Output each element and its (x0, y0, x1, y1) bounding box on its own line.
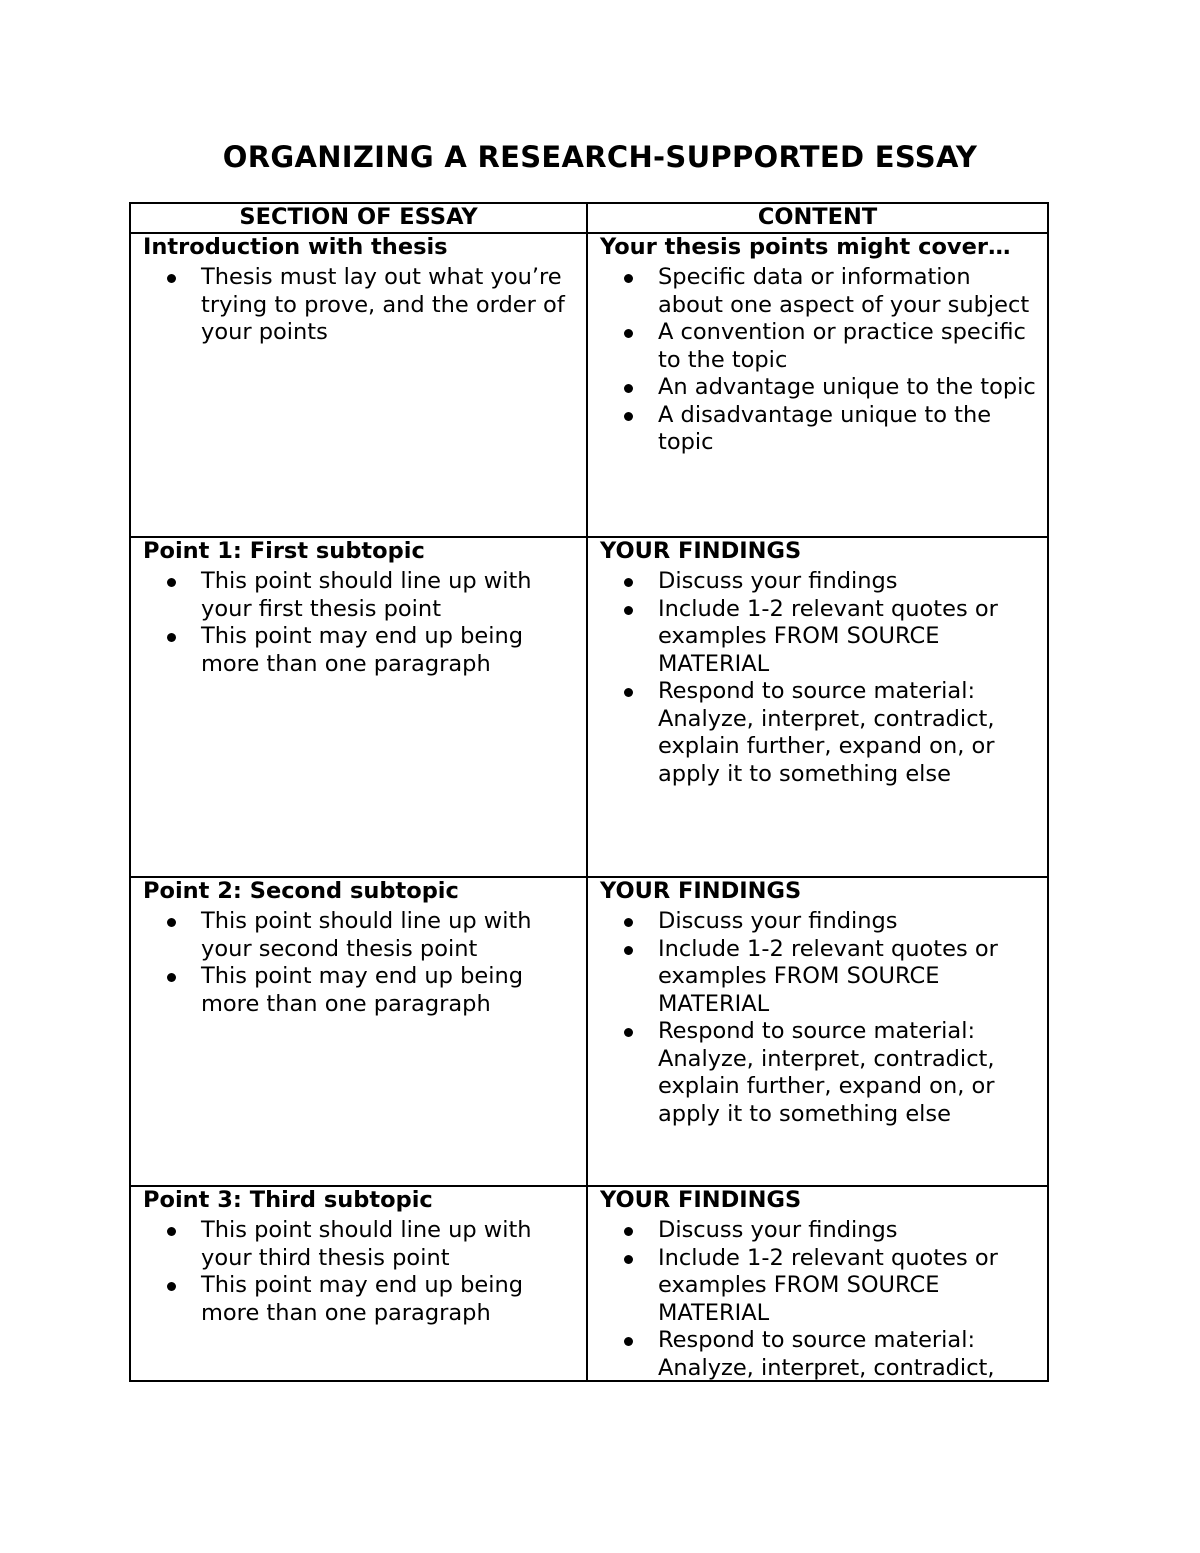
section-cell (130, 537, 587, 877)
content-bullet-list (600, 1217, 1037, 1380)
list-item: Discuss your findings (658, 1217, 1037, 1245)
section-cell (130, 1186, 587, 1381)
content-heading: YOUR FINDINGS (600, 1186, 802, 1213)
list-item: Respond to source material: Analyze, interpret, contradict, explain further, expand on, or apply it to something else (658, 678, 1037, 788)
list-item: This point may end up being more than one paragraph (201, 963, 576, 1018)
section-bullet-list (143, 568, 576, 678)
list-item: Thesis must lay out what you’re trying to prove, and the order of your points (201, 264, 576, 347)
section-cell (130, 233, 587, 537)
list-item: Discuss your findings (658, 908, 1037, 936)
content-heading: YOUR FINDINGS (600, 537, 802, 564)
list-item: This point may end up being more than one paragraph (201, 623, 576, 678)
page-title: ORGANIZING A RESEARCH-SUPPORTED ESSAY (222, 140, 978, 174)
content-cell (587, 233, 1048, 537)
section-bullet-list (143, 1217, 576, 1327)
essay-organization-table (129, 202, 1049, 1382)
list-item: Include 1-2 relevant quotes or examples FROM SOURCE MATERIAL (658, 596, 1037, 679)
list-item: Include 1-2 relevant quotes or examples FROM SOURCE MATERIAL (658, 1245, 1037, 1328)
section-cell (130, 877, 587, 1186)
table-header-row (130, 203, 1048, 233)
table-row-point-1 (130, 537, 1048, 877)
list-item: This point should line up with your third thesis point (201, 1217, 576, 1272)
content-cell (587, 877, 1048, 1186)
header-content: CONTENT (587, 203, 1048, 233)
table-row-point-3 (130, 1186, 1048, 1381)
list-item: Respond to source material: Analyze, interpret, contradict, explain further, expand on, or apply it to something else (658, 1018, 1037, 1128)
content-bullet-list (600, 264, 1037, 457)
list-item: Respond to source material: Analyze, interpret, contradict, (658, 1327, 1037, 1380)
table-row-introduction (130, 233, 1048, 537)
content-cell (587, 1186, 1048, 1381)
list-item: This point may end up being more than one paragraph (201, 1272, 576, 1327)
section-heading: Point 3: Third subtopic (143, 1186, 433, 1213)
content-bullet-list (600, 568, 1037, 788)
list-item: A disadvantage unique to the topic (658, 402, 1037, 457)
content-heading: Your thesis points might cover… (600, 233, 1011, 260)
content-bullet-list (600, 908, 1037, 1128)
section-heading: Introduction with thesis (143, 233, 448, 260)
list-item: Include 1-2 relevant quotes or examples FROM SOURCE MATERIAL (658, 936, 1037, 1019)
list-item: This point should line up with your second thesis point (201, 908, 576, 963)
list-item: An advantage unique to the topic (658, 374, 1036, 400)
section-heading: Point 2: Second subtopic (143, 877, 459, 904)
list-item: This point should line up with your first thesis point (201, 568, 576, 623)
section-bullet-list (143, 264, 576, 347)
header-section-of-essay: SECTION OF ESSAY (130, 203, 587, 233)
content-cell (587, 537, 1048, 877)
list-item: Discuss your findings (658, 568, 1037, 596)
list-item: Specific data or information about one aspect of your subject (658, 264, 1037, 319)
section-bullet-list (143, 908, 576, 1018)
list-item: A convention or practice specific to the topic (658, 319, 1037, 374)
content-heading: YOUR FINDINGS (600, 877, 802, 904)
table-row-point-2 (130, 877, 1048, 1186)
section-heading: Point 1: First subtopic (143, 537, 425, 564)
